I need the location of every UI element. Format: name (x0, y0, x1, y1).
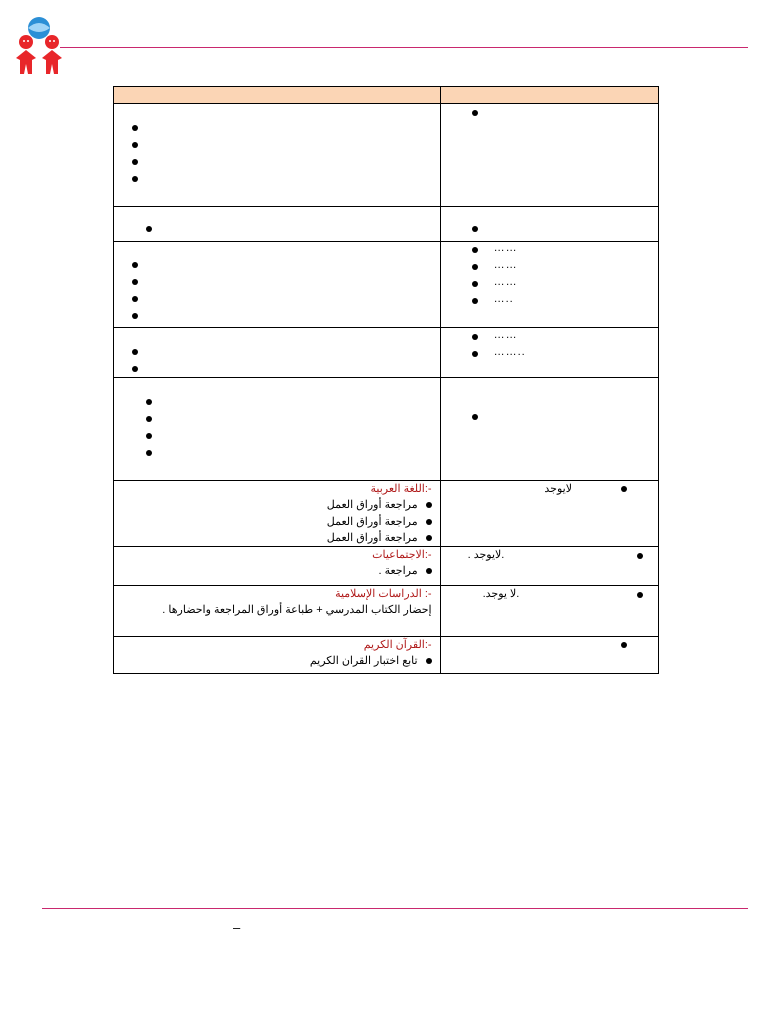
header-cell-right (440, 87, 658, 104)
table-row (114, 104, 659, 207)
placeholder-dots: …… (493, 259, 518, 271)
table-row (114, 637, 659, 674)
placeholder-dots: …… (493, 242, 518, 254)
bullet-icon (472, 334, 478, 340)
bullet-icon (426, 535, 432, 541)
header-rule (60, 47, 748, 48)
subject-title-quran: القرآن الكريم:- (363, 639, 432, 651)
bullet-icon (132, 125, 138, 131)
table-row (114, 207, 659, 242)
bullet-icon (132, 313, 138, 319)
row3-right-cell (440, 242, 658, 328)
social-cell (114, 547, 441, 586)
header-cell-left (114, 87, 441, 104)
placeholder-dots: …….. (493, 346, 526, 358)
islamic-homework-cell (440, 586, 658, 637)
weekly-plan-table (113, 86, 659, 674)
row4-left-cell (114, 328, 441, 378)
bullet-icon (472, 247, 478, 253)
school-logo (10, 14, 68, 76)
bullet-icon (472, 414, 478, 420)
footer-rule (42, 908, 748, 909)
quran-homework-cell (440, 637, 658, 674)
bullet-icon (132, 366, 138, 372)
bullet-icon (132, 279, 138, 285)
bullet-icon (146, 226, 152, 232)
table-header-row (114, 87, 659, 104)
bullet-icon (637, 592, 643, 598)
row5-right-cell (440, 378, 658, 481)
table-row (114, 328, 659, 378)
bullet-icon (472, 110, 478, 116)
none-text: .لايوجد . (467, 549, 505, 561)
placeholder-dots: …… (493, 276, 518, 288)
instruction-text: إحضار الكتاب المدرسي + طباعة أوراق المراجعة واحضارها . (162, 604, 432, 616)
bullet-icon (132, 142, 138, 148)
bullet-icon (637, 553, 643, 559)
none-text: .لا يوجد. (482, 588, 520, 600)
bullet-icon (426, 519, 432, 525)
bullet-icon (472, 281, 478, 287)
bullet-icon (426, 568, 432, 574)
islamic-cell (114, 586, 441, 637)
bullet-icon (621, 642, 627, 648)
list-item: مراجعة أوراق العمل (327, 498, 432, 511)
subject-title-arabic: اللغة العربية:- (370, 483, 432, 495)
footer-dash: – (233, 920, 241, 935)
bullet-icon (472, 264, 478, 270)
row2-right-cell (440, 207, 658, 242)
bullet-icon (146, 433, 152, 439)
arabic-cell (114, 481, 441, 547)
bullet-icon (146, 399, 152, 405)
bullet-icon (426, 658, 432, 664)
subject-title-islamic: الدراسات الإسلامية :- (335, 588, 432, 600)
list-item: مراجعة . (378, 564, 431, 577)
none-text: لايوجد (544, 483, 572, 495)
bullet-icon (146, 416, 152, 422)
table-row (114, 242, 659, 328)
table-row (114, 547, 659, 586)
bullet-icon (132, 176, 138, 182)
row3-left-cell (114, 242, 441, 328)
bullet-icon (146, 450, 152, 456)
list-item: تابع اختبار القران الكريم (310, 654, 432, 667)
row1-right-cell (440, 104, 658, 207)
row4-right-cell (440, 328, 658, 378)
list-item: مراجعة أوراق العمل (327, 515, 432, 528)
bullet-icon (621, 486, 627, 492)
list-item: مراجعة أوراق العمل (327, 531, 432, 544)
table-row (114, 481, 659, 547)
social-homework-cell (440, 547, 658, 586)
bullet-icon (132, 296, 138, 302)
subject-title-social: الاجتماعيات:- (372, 549, 432, 561)
row5-left-cell (114, 378, 441, 481)
arabic-homework-cell (440, 481, 658, 547)
table-row (114, 586, 659, 637)
placeholder-dots: …… (493, 329, 518, 341)
bullet-icon (132, 262, 138, 268)
bullet-icon (472, 226, 478, 232)
bullet-icon (472, 351, 478, 357)
bullet-icon (426, 502, 432, 508)
table-row (114, 378, 659, 481)
placeholder-dots: ….. (493, 293, 514, 305)
row2-left-cell (114, 207, 441, 242)
bullet-icon (472, 298, 478, 304)
bullet-icon (132, 349, 138, 355)
quran-cell (114, 637, 441, 674)
row1-left-cell (114, 104, 441, 207)
bullet-icon (132, 159, 138, 165)
